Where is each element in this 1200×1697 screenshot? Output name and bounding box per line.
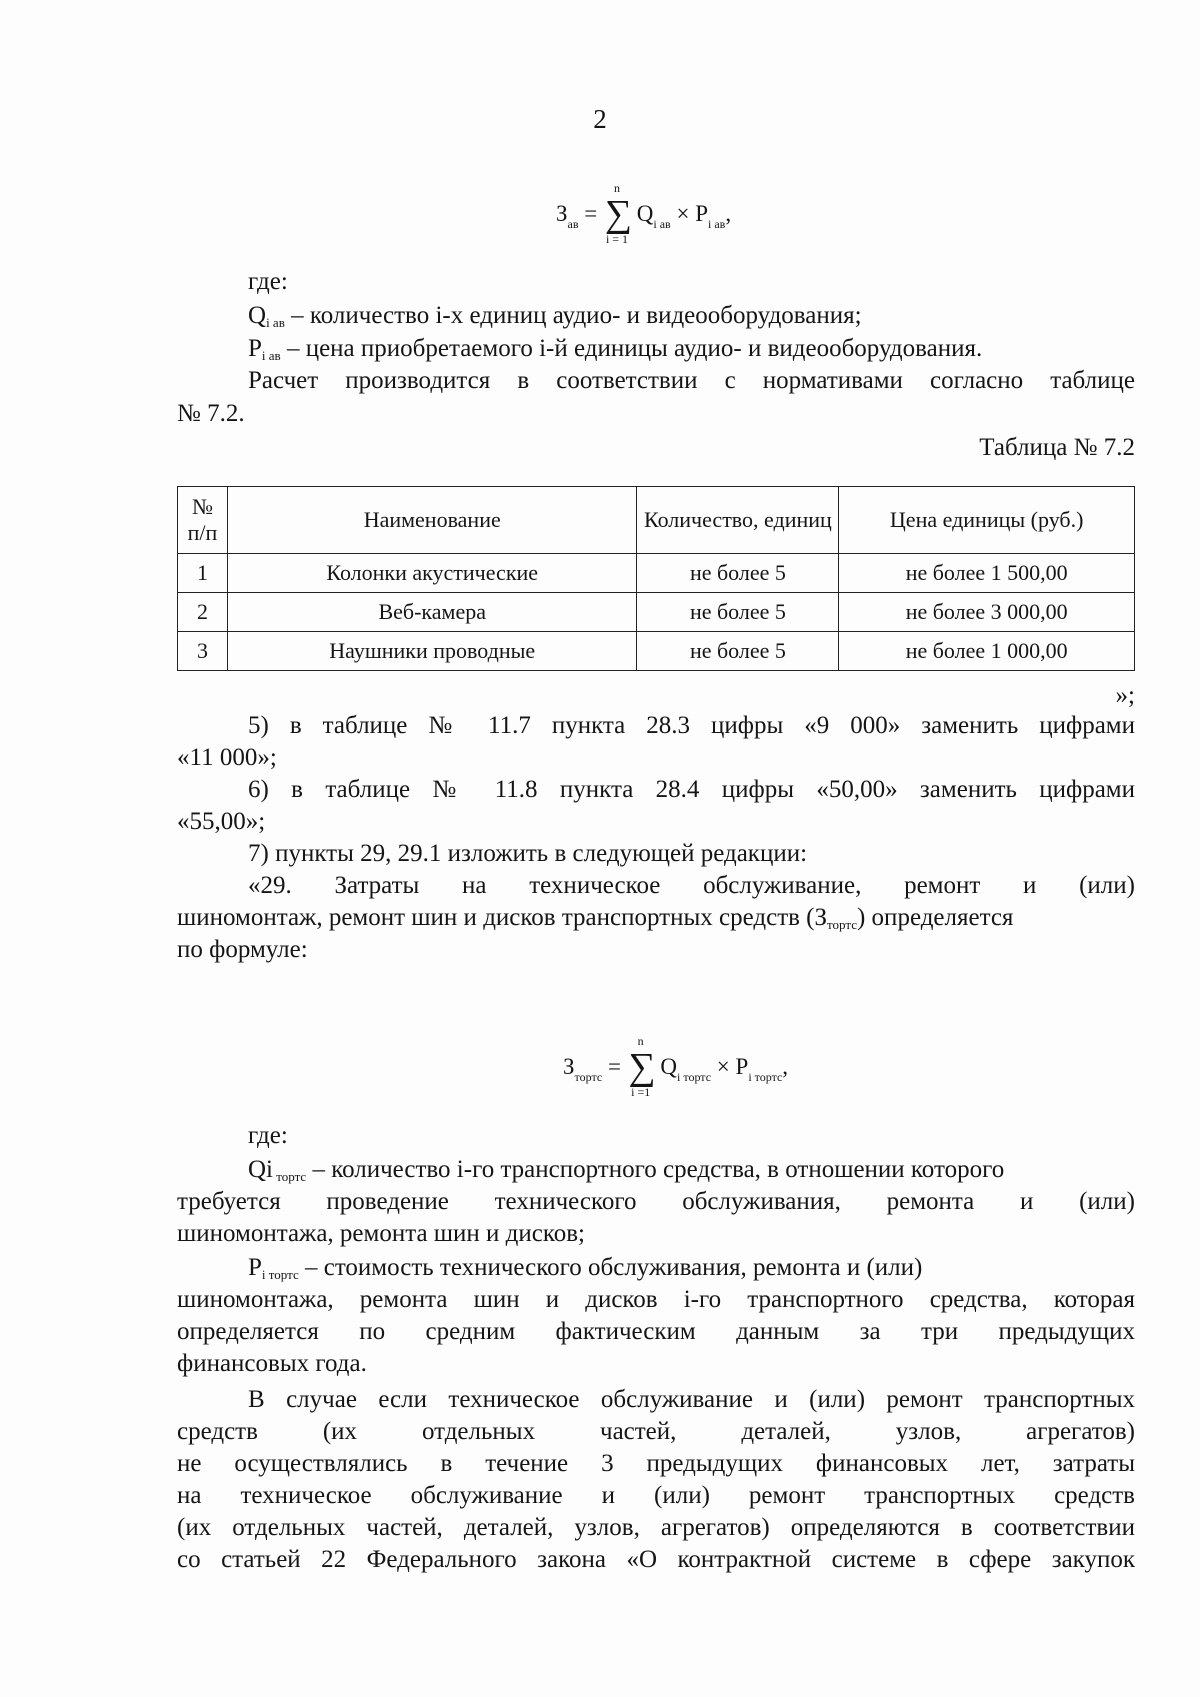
sum-sign: ∑ n i = 1 xyxy=(605,181,633,246)
definition-q: Qi ав – количество i-х единиц аудио- и видеооборудования; xyxy=(248,302,862,330)
table-header-row xyxy=(178,487,1135,554)
item6-line2: «55,00»; xyxy=(177,808,266,835)
case-line5: (их отдельных частей, деталей, узлов, агрегатов) определяются в соответствии xyxy=(177,1514,1135,1541)
sum-sign: ∑ n i =1 xyxy=(628,1034,656,1099)
table-caption: Таблица № 7.2 xyxy=(979,434,1135,461)
table-row: 3 Наушники проводные не более 5 не более 1 000,00 xyxy=(178,632,1135,671)
item5-line2: «11 000»; xyxy=(177,744,277,771)
page-number: 2 xyxy=(593,104,607,134)
case-line1: В случае если техническое обслуживание и (или) ремонт транспортных xyxy=(248,1386,1135,1413)
where-label-2: где: xyxy=(248,1122,288,1149)
definition-qi-line2: требуется проведение технического обслуживания, ремонта и (или) xyxy=(177,1188,1135,1215)
definition-qi-line1: Qi тортс – количество i-го транспортного средства, в отношении которого xyxy=(248,1156,1005,1184)
where-label: где: xyxy=(248,268,288,295)
definition-pi-line4: финансовых года. xyxy=(177,1350,367,1377)
p29-line3: по формуле: xyxy=(177,936,308,963)
calc-paragraph-line2: № 7.2. xyxy=(177,400,245,427)
table-row: 2 Веб-камера не более 5 не более 3 000,00 xyxy=(178,593,1135,632)
definition-pi-line1: Pi тортс – стоимость технического обслуживания, ремонта и (или) xyxy=(248,1254,923,1282)
header-price: Цена единицы (руб.) xyxy=(839,487,1135,554)
definition-qi-line3: шиномонтажа, ремонта шин и дисков; xyxy=(177,1220,586,1247)
p29-line1: «29. Затраты на техническое обслуживание, ремонт и (или) xyxy=(248,872,1135,899)
item5-line1: 5) в таблице № 11.7 пункта 28.3 цифры «9 000» заменить цифрами xyxy=(248,712,1135,739)
header-quantity: Количество, единиц xyxy=(637,487,839,554)
header-number: № п/п xyxy=(178,487,228,554)
definition-pi-line3: определяется по средним фактическим данным за три предыдущих xyxy=(177,1318,1135,1345)
calc-paragraph-line1: Расчет производится в соответствии с нормативами согласно таблице xyxy=(248,367,1135,394)
item6-line1: 6) в таблице № 11.8 пункта 28.4 цифры «50,00» заменить цифрами xyxy=(248,776,1135,803)
table-7-2 xyxy=(177,486,1135,671)
case-line6: со статьей 22 Федерального закона «О контрактной системе в сфере закупок xyxy=(177,1546,1135,1573)
formula-audio-video: $З_{ав}$ = ∑ n i = 1 $Q_{i ав} \times P_{i ав}$, xyxy=(556,181,732,246)
p29-line2: шиномонтаж, ремонт шин и дисков транспортных средств (Зтортс) определяется xyxy=(177,904,1014,932)
table-row: 1 Колонки акустические не более 5 не более 1 500,00 xyxy=(178,554,1135,593)
quote-close: »; xyxy=(1115,682,1135,709)
case-line2: средств (их отдельных частей, деталей, узлов, агрегатов) xyxy=(177,1418,1135,1445)
item7: 7) пункты 29, 29.1 изложить в следующей редакции: xyxy=(248,840,808,867)
case-line3: не осуществлялись в течение 3 предыдущих финансовых лет, затраты xyxy=(177,1450,1135,1477)
definition-pi-line2: шиномонтажа, ремонта шин и дисков i-го транспортного средства, которая xyxy=(177,1286,1135,1313)
formula-vehicle-maintenance: $З_{тортс}$ = ∑ n i =1 $Q_{i тортс} \times P_{i тортс}$, xyxy=(563,1034,789,1099)
header-name: Наименование xyxy=(227,487,637,554)
case-line4: на техническое обслуживание и (или) ремонт транспортных средств xyxy=(177,1482,1135,1509)
definition-p: Pi ав – цена приобретаемого i-й единицы аудио- и видеооборудования. xyxy=(248,335,983,363)
